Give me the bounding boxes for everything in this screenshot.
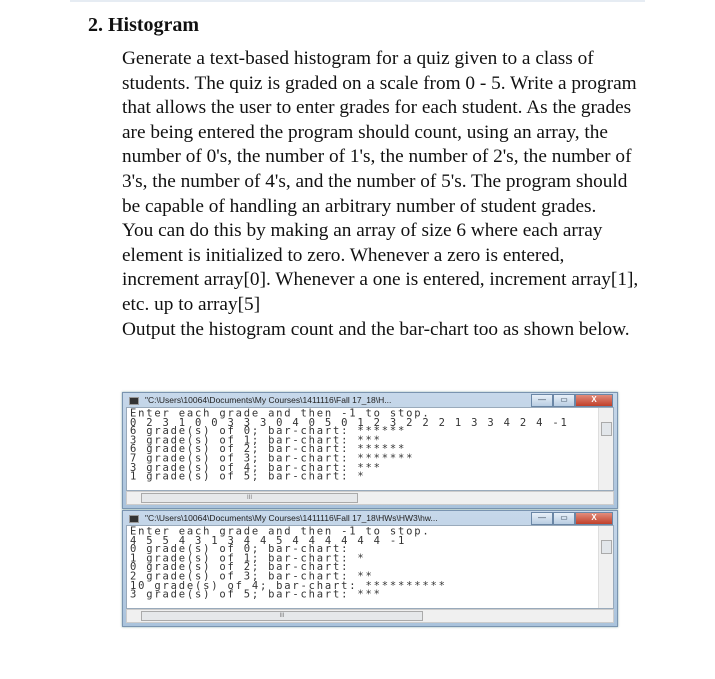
section-title: Histogram xyxy=(108,14,200,36)
console-window-2 xyxy=(122,510,618,627)
console-line: 10 grade(s) of 4; bar-chart: ********** xyxy=(130,579,447,592)
console-output xyxy=(126,525,614,609)
console-icon xyxy=(129,397,139,405)
title-bar xyxy=(123,511,617,525)
section-number: 2. xyxy=(88,14,103,36)
console-line: 3 grade(s) of 1; bar-chart: *** xyxy=(130,434,382,447)
console-line: 1 grade(s) of 5; bar-chart: * xyxy=(130,470,366,483)
console-line: 3 grade(s) of 5; bar-chart: *** xyxy=(130,588,382,601)
close-button[interactable]: X xyxy=(575,394,613,407)
window-title: "C:\Users\10064\Documents\My Courses\1411116\Fall 17_18\HWs\HW3\hw... xyxy=(145,513,438,523)
maximize-button[interactable]: ▭ xyxy=(553,394,575,407)
console-output xyxy=(126,407,614,491)
console-text xyxy=(127,526,613,599)
horizontal-scrollbar[interactable] xyxy=(126,491,614,505)
problem-description xyxy=(122,47,642,342)
paragraph: Output the histogram count and the bar-chart too as shown below. xyxy=(122,318,630,340)
scroll-thumb[interactable]: III xyxy=(141,611,423,621)
paragraph: Generate a text-based histogram for a quiz given to a class of students. The quiz is graded on a scale from 0 - 5. Write a program that allows the user to enter grades for each student. As the grades are being entered the program should count, using an array, the number of 0's, the number of 1's, the number of 2's, the number of 3's, the number of 4's, and the number of 5's. The program should be capable of handling an arbitrary number of student grades. xyxy=(122,48,637,217)
title-bar xyxy=(123,393,617,407)
horizontal-scrollbar[interactable] xyxy=(126,609,614,623)
console-line: 4 5 5 4 3 1 3 4 4 5 4 4 4 4 4 4 -1 xyxy=(130,533,407,547)
maximize-button[interactable]: ▭ xyxy=(553,512,575,525)
console-line: Enter each grade and then -1 to stop. xyxy=(130,524,431,538)
console-line: Enter each grade and then -1 to stop. xyxy=(130,406,431,420)
vertical-scrollbar[interactable] xyxy=(598,408,613,490)
console-line: 2 grade(s) of 3; bar-chart: ** xyxy=(130,570,374,583)
minimize-button[interactable]: — xyxy=(531,512,553,525)
console-icon xyxy=(129,515,139,523)
console-line: 7 grade(s) of 3; bar-chart: ******* xyxy=(130,452,415,465)
console-text xyxy=(127,408,613,481)
paragraph: You can do this by making an array of size 6 where each array element is initialized to zero. Whenever a zero is entered, increment array[0]. Whenever a one is entered, increment array[1], etc. up to array[5] xyxy=(122,220,639,315)
console-line: 0 2 3 1 0 0 3 3 3 0 4 0 5 0 1 2 3 2 2 2 1 3 3 4 2 4 -1 xyxy=(130,415,569,429)
console-line: 6 grade(s) of 2; bar-chart: ****** xyxy=(130,443,407,456)
console-line: 0 grade(s) of 0; bar-chart: xyxy=(130,542,350,556)
console-line: 0 grade(s) of 2; bar-chart: xyxy=(130,561,350,574)
console-line: 6 grade(s) of 0; bar-chart: ****** xyxy=(130,424,407,438)
close-button[interactable]: X xyxy=(575,512,613,525)
divider xyxy=(70,0,645,2)
console-line: 3 grade(s) of 4; bar-chart: *** xyxy=(130,461,382,474)
minimize-button[interactable]: — xyxy=(531,394,553,407)
scroll-thumb[interactable]: III xyxy=(141,493,358,503)
section-heading xyxy=(88,14,199,37)
console-line: 1 grade(s) of 1; bar-chart: * xyxy=(130,552,366,565)
console-window-1 xyxy=(122,392,618,509)
window-title: "C:\Users\10064\Documents\My Courses\1411116\Fall 17_18\H... xyxy=(145,395,392,405)
vertical-scrollbar[interactable] xyxy=(598,526,613,608)
